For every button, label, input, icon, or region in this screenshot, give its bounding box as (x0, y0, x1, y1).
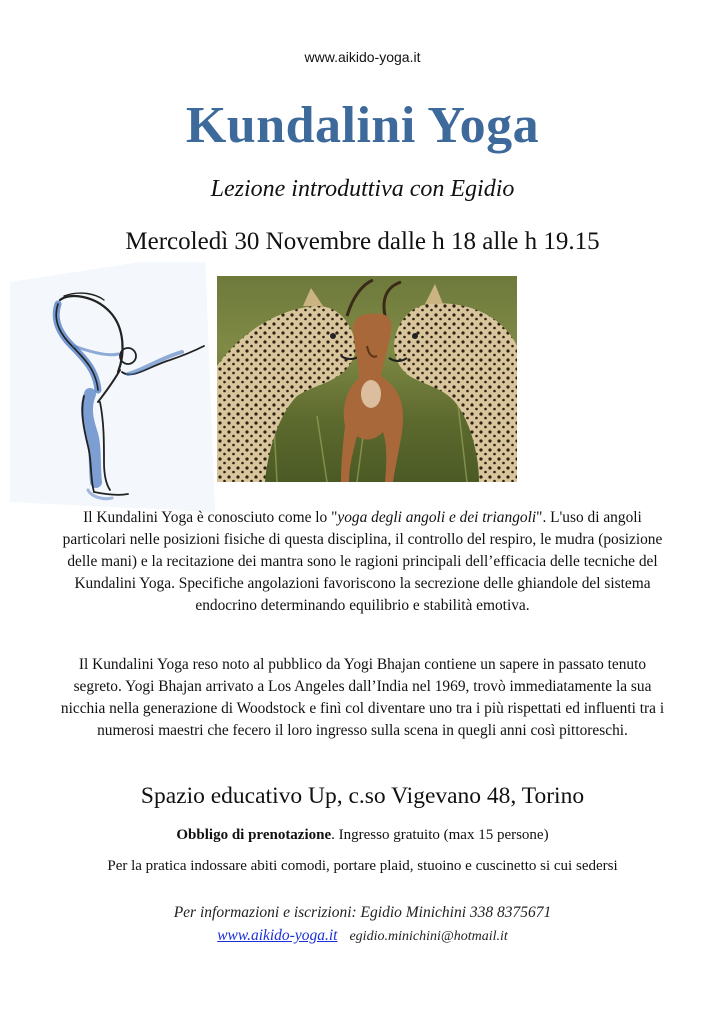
para1-text-start: Il Kundalini Yoga è conosciuto come lo " (83, 509, 338, 526)
practice-note: Per la pratica indossare abiti comodi, portare plaid, stuoino e cuscinetto si cui sedersi (107, 858, 618, 874)
venue-address: Spazio educativo Up, c.so Vigevano 48, Torino (140, 783, 585, 809)
para1-emphasis: yoga degli angoli e dei triangoli (337, 509, 537, 526)
booking-rest: . Ingresso gratuito (max 15 persone) (331, 827, 549, 843)
booking-bold: Obbligo di prenotazione (176, 827, 332, 843)
site-url: www.aikido-yoga.it (304, 49, 421, 65)
contact-info: Per informazioni e iscrizioni: Egidio Minichini 338 8375671 (173, 904, 552, 921)
description-paragraph-2: Il Kundalini Yoga reso noto al pubblico da Yogi Bhajan contiene un sapere in passato tenuto segreto. Yogi Bhajan arrivato a Los Angeles dall’India nel 1969, trovò immediatamente la sua nicchia nella generazione di Woodstock e finì col diventare uno tra i più rispettati ed influenti tra i numerosi maestri che fecero il loro ingresso sulla scena in quegli anni così pittoreschi. (60, 656, 665, 739)
yoga-figure-icon (0, 262, 215, 512)
booking-note (0, 827, 725, 844)
description-paragraph-1 (60, 507, 665, 617)
cheetahs-and-gazelle-photo (217, 276, 517, 482)
event-datetime: Mercoledì 30 Novembre dalle h 18 alle h 19.15 (125, 228, 600, 255)
email-address: egidio.minichini@hotmail.it (349, 929, 508, 944)
para1-text-end: ". L'uso di angoli particolari nelle posizioni fisiche di questa disciplina, il controllo del respiro, le mudra (posizione delle mani) e la recitazione dei mantra sono le ragioni principali dell’efficacia delle tecniche del Kundalini Yoga. Specifiche angolazioni favoriscono la secrezione delle ghiandole del sistema endocrino determinando equilibrio e stabilità emotiva. (62, 509, 663, 614)
subtitle: Lezione introduttiva con Egidio (210, 176, 515, 202)
contact-links (0, 927, 725, 945)
website-link[interactable]: www.aikido-yoga.it (217, 927, 338, 944)
page-title: Kundalini Yoga (185, 97, 540, 154)
